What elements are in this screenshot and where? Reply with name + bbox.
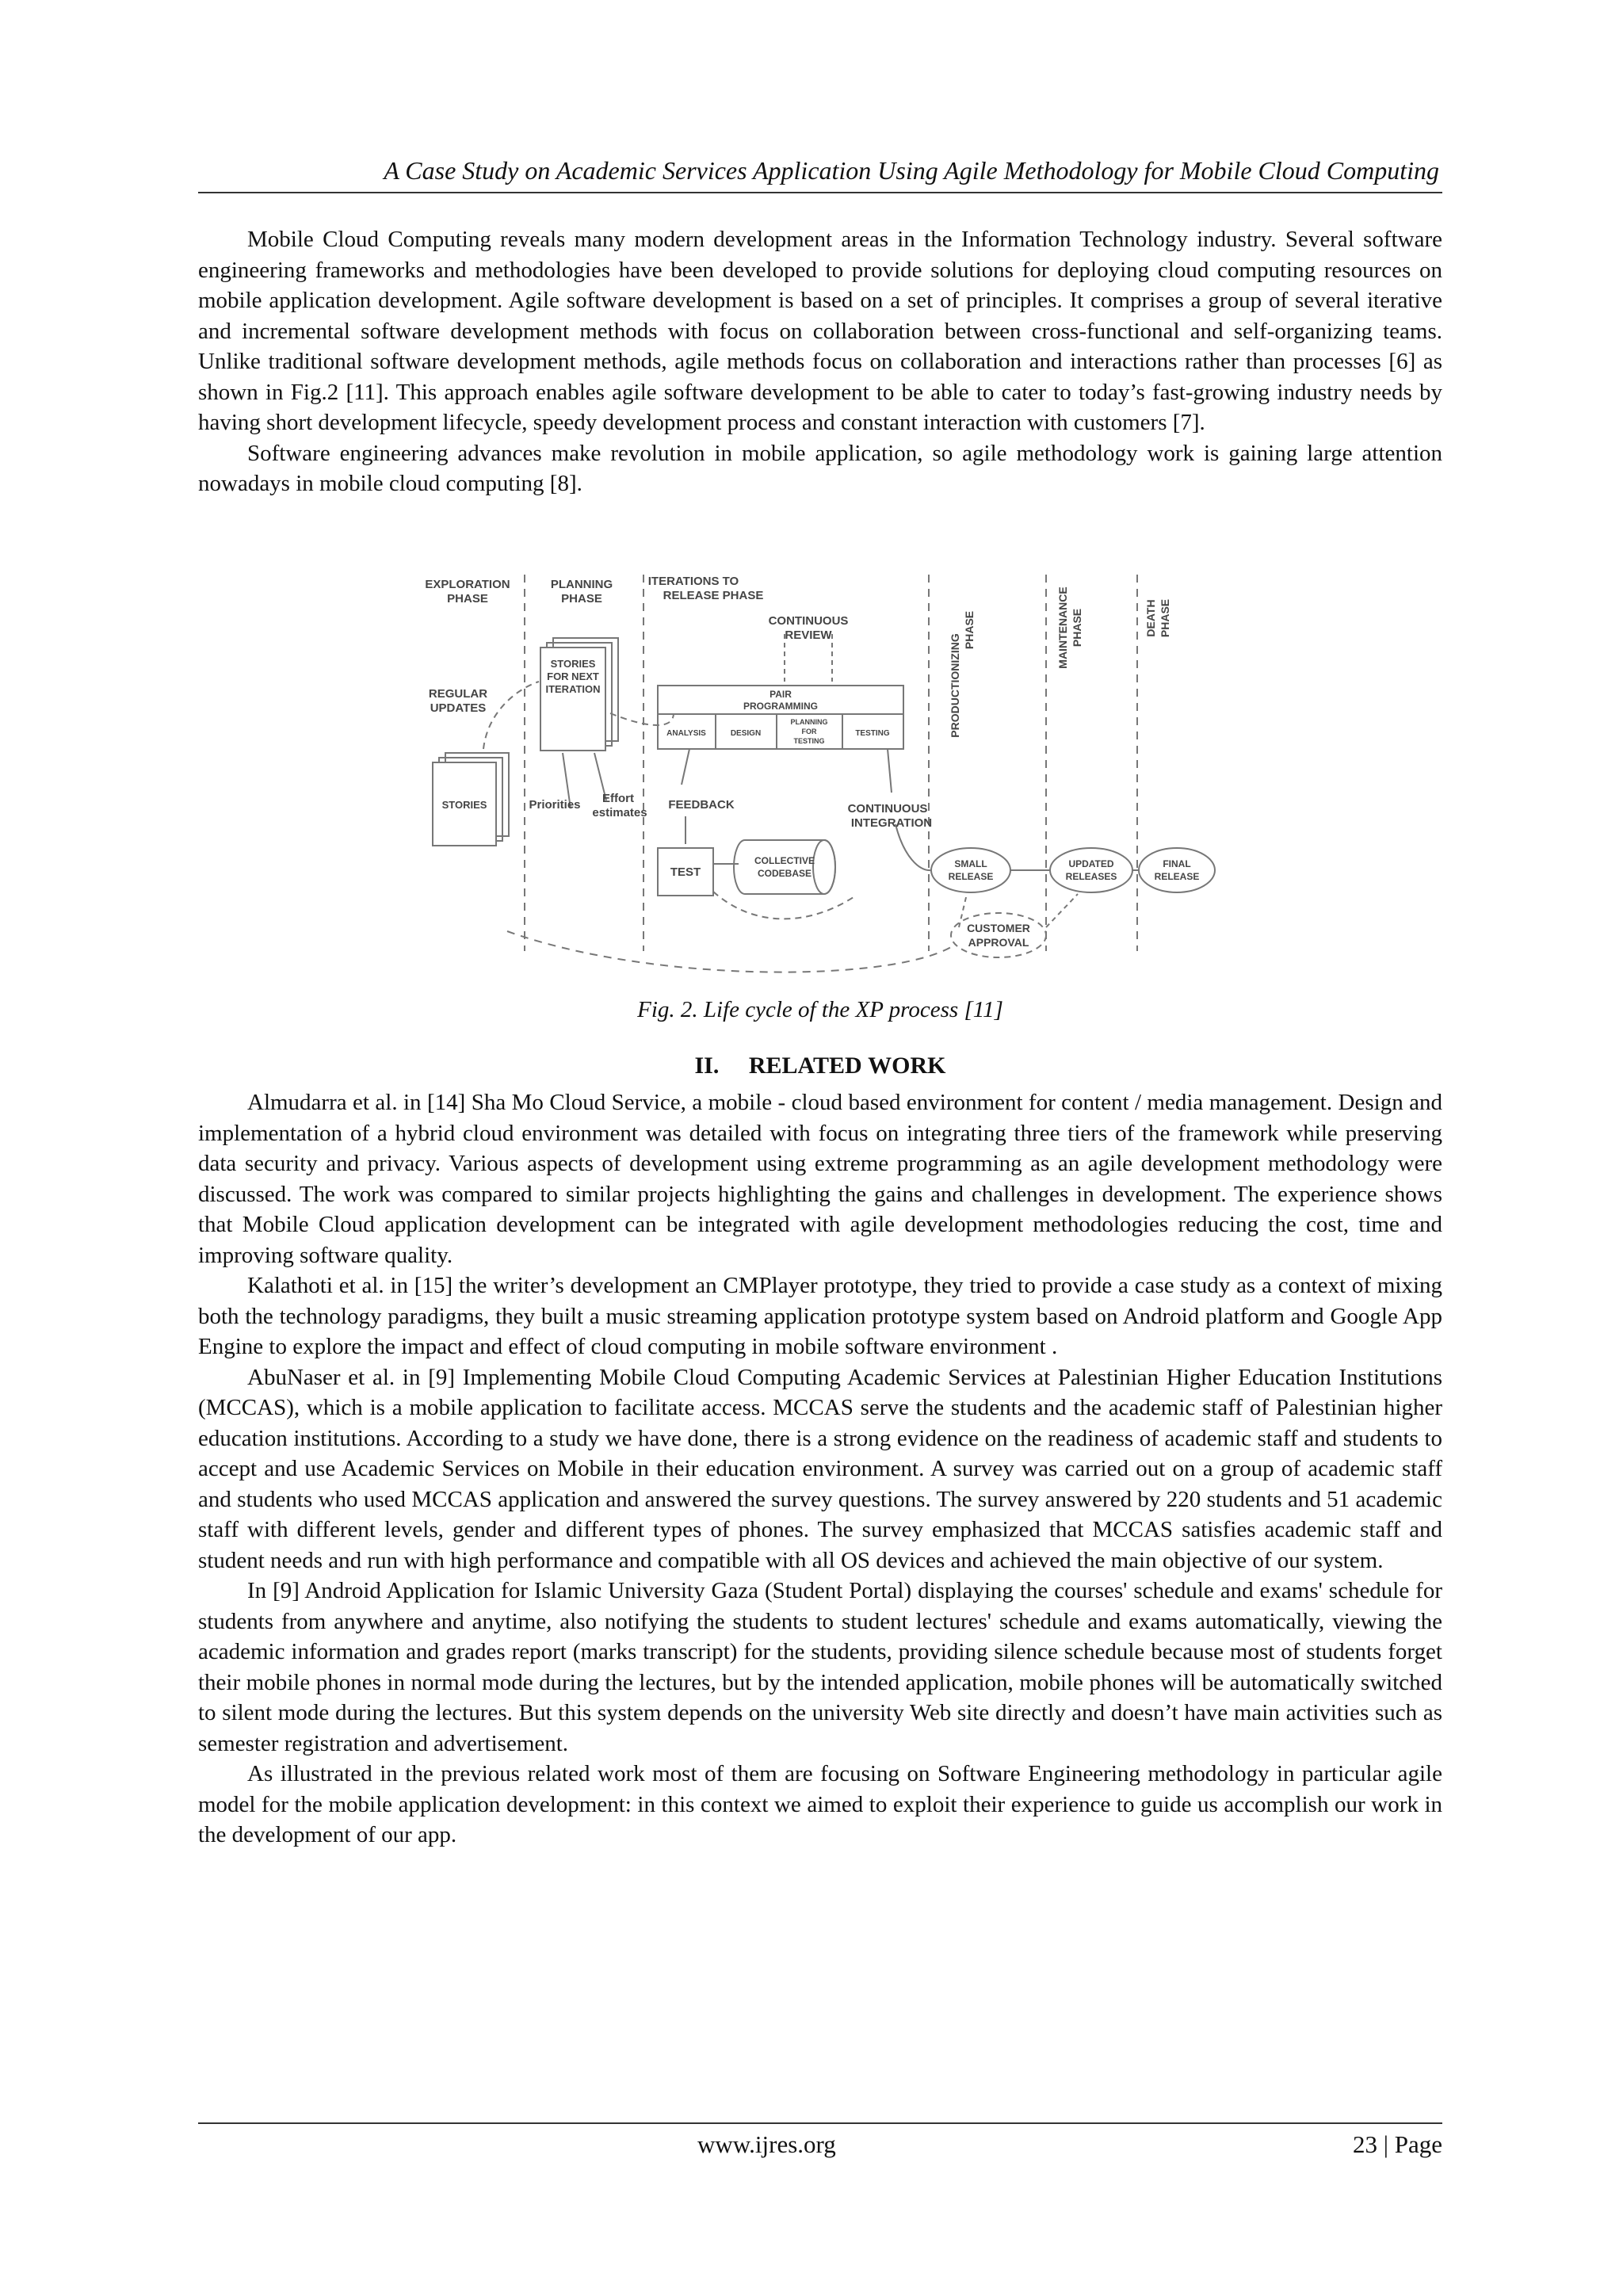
customer-approval-shape [951,913,1046,957]
label: PLANNING [550,578,613,591]
label: ANALYSIS [666,729,706,738]
label: REVIEW [785,628,832,642]
label: UPDATES [430,701,487,715]
section-title-rest: ELATED [766,1052,869,1079]
label: CONTINUOUS [768,614,849,628]
label: FOR NEXT [547,670,599,682]
label: Effort [602,792,634,805]
paragraph: Software engineering advances make revolution in mobile application, so agile methodology work is gaining large attention nowadays in mobile cloud computing [8]. [198,440,1442,496]
paragraph: In [9] Android Application for Islamic University Gaza (Student Portal) displaying the courses' schedule and exams' schedule for students from anywhere and anytime, also notifying the students to student lectures' schedule and exams automatically, viewing the academic information and grades report (marks transcript) for the students, providing silence schedule because most of students forget their mobile phones in normal mode during the lectures, but by the intended application, mobile phones will be automatically switched to silent mode during the lectures. But this system depends on the university Web site directly and doesn’t have main activities such as semester registration and advertisement. [198,1578,1442,1756]
label: STORIES [441,799,487,811]
paragraph: AbuNaser et al. in [9] Implementing Mobile Cloud Computing Academic Services at Palestinian Higher Education Institutions (MCCAS), which is a mobile application to facilitate access. MCCAS serve the students and the academic staff of Palestinian higher education institutions. According to a study we have done, there is a strong evidence on the readiness of academic staff and students to accept and use Academic Services on Mobile in their education environment. A survey was carried out on a group of academic staff and students who used MCCAS application and answered the survey questions. The survey answered by 220 students and 51 academic staff with different levels, gender and different types of phones. The survey emphasized that MCCAS satisfies academic staff and student needs and run with high performance and compatible with all OS devices and achieved the main objective of our system. [198,1364,1442,1573]
figure-caption: Fig. 2. Life cycle of the XP process [11] [637,997,1003,1022]
xp-lifecycle-diagram [412,571,1220,983]
label: ITERATION [545,683,601,695]
label: Priorities [529,798,581,812]
label: PROGRAMMING [743,701,818,712]
section-title-rest: ORK [892,1052,946,1079]
paragraph: Kalathoti et al. in [15] the writer’s development an CMPlayer prototype, they tried to provide a case study as a context of mixing both the technology paradigms, they built a music streaming application prototype system based on Android platform and Google App Engine to explore the impact and effect of cloud computing in mobile software environment . [198,1273,1442,1359]
label: PLANNING [790,718,828,726]
label: RELEASE [948,871,994,882]
label: PHASE [963,610,976,650]
label: ITERATIONS TO [647,575,739,588]
paragraph: Almudarra et al. in [14] Sha Mo Cloud Service, a mobile - cloud based environment for content / media management. Design and implementation of a hybrid cloud environment was detailed with focus on integrating three tiers of the framework while preserving data security and privacy. Various aspects of development using extreme programming as an agile development methodology were discussed. The work was compared to similar projects highlighting the gains and challenges in development. The experience shows that Mobile Cloud application development can be integrated with agile development methodologies reducing the cost, time and improving software quality. [198,1090,1442,1268]
xp-lifecycle-figure [412,571,1220,983]
footer-url[interactable]: www.ijres.org [697,2130,836,2158]
label: CONTINUOUS [847,802,928,816]
label: RELEASES [1065,871,1117,882]
label: RELEASE PHASE [663,589,764,602]
section-title-initial: R [748,1052,766,1079]
running-title: A Case Study on Academic Services Application Using Agile Methodology for Mobile Cloud Computing [384,156,1439,185]
related-work-text [198,1087,1442,1851]
label: CODEBASE [757,868,812,879]
paragraph: As illustrated in the previous related work most of them are focusing on Software Engineering methodology in particular agile model for the mobile application development: in this context we aimed to exploit their experience to guide us accomplish our work in the development of our app. [198,1761,1442,1847]
label: PHASE [561,592,602,606]
label: RELEASE [1154,871,1200,882]
label: PHASE [447,592,488,606]
collective-codebase-cylinder [734,840,835,894]
label: MAINTENANCE [1056,586,1069,669]
intro-text [198,224,1442,499]
label: STORIES [550,658,596,670]
final-release-shape [1139,848,1215,892]
label: INTEGRATION [850,816,933,830]
updated-releases-shape [1050,848,1132,892]
running-header [198,151,1442,193]
label: FEEDBACK [668,798,735,812]
label: estimates [592,806,647,819]
label: TEST [670,865,701,879]
label: PAIR [769,689,792,700]
section-heading [198,1052,1442,1079]
label: APPROVAL [968,936,1029,949]
label: PRODUCTIONIZING [949,633,961,738]
label: PHASE [1159,598,1171,638]
label: PHASE [1071,608,1083,648]
small-release-shape [931,848,1010,892]
label: UPDATED [1068,858,1114,869]
label: FOR [801,728,817,735]
label: TESTING [855,729,890,738]
label: SMALL [954,858,987,869]
section-number: II. [694,1052,720,1079]
label: REGULAR [428,687,488,701]
label: FINAL [1163,858,1191,869]
label: CUSTOMER [967,922,1030,934]
label: COLLECTIVE [754,855,815,866]
label: DEATH [1144,599,1157,637]
paragraph: Mobile Cloud Computing reveals many modern development areas in the Information Technology industry. Several software engineering frameworks and methodologies have been developed to provide solutions for deploying cloud computing resources on mobile application development. Agile software development is based on a set of principles. It comprises a group of several iterative and incremental software development methods with focus on collaboration between cross-functional and self-organizing teams. Unlike traditional software development methods, agile methods focus on collaboration and interactions rather than processes [6] as shown in Fig.2 [11]. This approach enables agile software development to be able to cater to today’s fast-growing industry needs by having short development lifecycle, speedy development process and constant interaction with customers [7]. [198,227,1442,435]
label: TESTING [793,737,825,745]
label: DESIGN [730,729,762,738]
footer-rule [198,2122,1442,2124]
label: EXPLORATION [425,578,510,591]
section-title-initial: W [868,1052,892,1079]
page-number: 23 | Page [1353,2130,1442,2158]
